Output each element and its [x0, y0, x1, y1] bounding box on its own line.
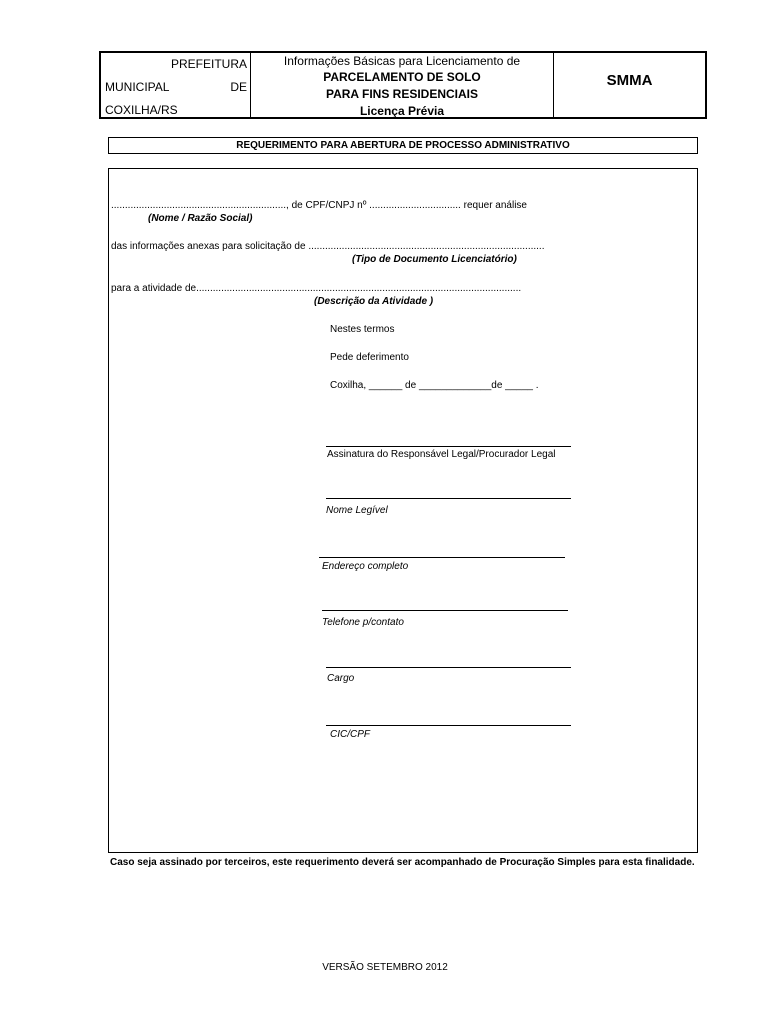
role-line [326, 667, 571, 668]
header-middle-cell [251, 53, 554, 117]
phone-line [322, 610, 568, 611]
signature-label: Assinatura do Responsável Legal/Procurador Legal [327, 449, 556, 460]
header-left-cell [101, 53, 251, 117]
closing-pede-deferimento: Pede deferimento [330, 352, 409, 363]
header-right-cell [554, 53, 705, 117]
header-table [99, 51, 707, 119]
address-label: Endereço completo [322, 561, 409, 572]
header-de: DE [230, 80, 247, 94]
document-type-caption: (Tipo de Documento Licenciatório) [352, 254, 517, 265]
header-info-line: Informações Básicas para Licenciamento de [283, 54, 521, 68]
name-label: Nome Legível [326, 505, 388, 516]
header-licenca: Licença Prévia [359, 104, 445, 118]
date-line: Coxilha, ______ de _____________de _____ . [330, 380, 539, 391]
footnote: Caso seja assinado por terceiros, este requerimento deverá ser acompanhado de Procuração Simples para esta finalidade. [110, 857, 695, 868]
role-label: Cargo [327, 673, 355, 684]
activity-caption: (Descrição da Atividade ) [314, 296, 434, 307]
address-line [319, 557, 565, 558]
header-smma: SMMA [606, 72, 653, 89]
header-parcelamento: PARCELAMENTO DE SOLO [323, 70, 481, 84]
cpf-label: CIC/CPF [330, 729, 370, 740]
name-line [326, 498, 571, 499]
header-fins-residenciais: PARA FINS RESIDENCIAIS [325, 87, 478, 101]
header-municipal: MUNICIPAL [105, 80, 170, 94]
closing-nestes-termos: Nestes termos [330, 324, 395, 335]
name-caption: (Nome / Razão Social) [148, 213, 253, 224]
phone-label: Telefone p/contato [322, 617, 404, 628]
cpf-line [326, 725, 571, 726]
header-prefeitura: PREFEITURA [170, 57, 247, 71]
signature-line [326, 446, 571, 447]
form-body-box [108, 168, 698, 853]
form-title: REQUERIMENTO PARA ABERTURA DE PROCESSO ADMINISTRATIVO [108, 137, 698, 154]
activity-line: para a atividade de..................................................................................................................... [111, 283, 522, 294]
version-label: VERSÃO SETEMBRO 2012 [322, 962, 448, 973]
name-cpf-line: ..............................................................., de CPF/CNPJ nº ................................. requer análise [111, 200, 527, 211]
header-coxilha: COXILHA/RS [105, 103, 178, 117]
document-type-line: das informações anexas para solicitação de ..................................................................................... [111, 241, 545, 252]
